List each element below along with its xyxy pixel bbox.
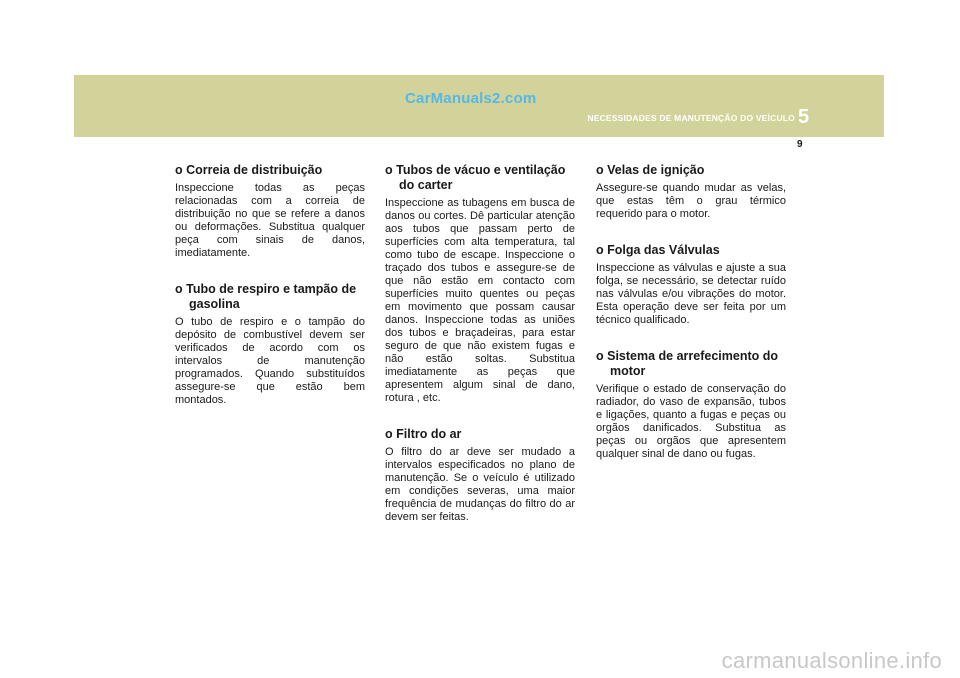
maintenance-item bbox=[596, 243, 786, 327]
item-text: Verifique o estado de conservação do radiador, do vaso de expansão, tubos e ligações, quanto a fugas e peças ou orgãos danificados. Substitua as peças ou orgãos que apresentem qualquer sinal de dano ou fugas. bbox=[596, 383, 786, 460]
column-2 bbox=[385, 163, 575, 546]
page-number: 9 bbox=[797, 139, 803, 150]
item-title: o Tubo de respiro e tampão de gasolina bbox=[175, 282, 357, 311]
item-text: Inspeccione as tubagens em busca de danos ou cortes. Dê particular atenção aos tubos que passam perto de superfícies com alta temperatura, tal como tubo de escape. Inspeccione o traçado dos tubos e assegure-se de que não estão em contacto com superfícies muito quentes ou peças em movimento que possam causar danos. Inspeccione todas as uniões dos tubos e braçadeiras, para estar seguro de que não existem fugas e não estão soltas. Substitua imediatamente as peças que apresentem algum sinal de dano, rotura , etc. bbox=[385, 197, 575, 404]
section-title: NECESSIDADES DE MANUTENÇÃO DO VEÍCULO bbox=[587, 113, 795, 123]
maintenance-item bbox=[385, 163, 575, 405]
item-title: o Velas de ignição bbox=[596, 163, 705, 177]
item-title: o Tubos de vácuo e ventilação do carter bbox=[385, 163, 566, 192]
column-3 bbox=[596, 163, 786, 483]
item-title: o Correia de distribuição bbox=[175, 163, 323, 177]
page-number-tab bbox=[774, 137, 848, 153]
footer-watermark: carmanualsonline.info bbox=[721, 648, 942, 673]
chapter-number: 5 bbox=[798, 106, 810, 128]
item-title: o Folga das Válvulas bbox=[596, 243, 720, 257]
item-title: o Sistema de arrefecimento do motor bbox=[596, 349, 779, 378]
column-1 bbox=[175, 163, 365, 429]
maintenance-item bbox=[175, 163, 365, 260]
maintenance-item bbox=[596, 349, 786, 461]
item-title: o Filtro do ar bbox=[385, 427, 462, 441]
item-text: Assegure-se quando mudar as velas, que estas têm o grau térmico requerido para o motor. bbox=[596, 182, 786, 220]
item-text: Inspeccione as válvulas e ajuste a sua folga, se necessário, se detectar ruído nas válvulas e/ou vibrações do motor. Esta operação deve ser feita por um técnico qualificado. bbox=[596, 262, 786, 326]
header-watermark: CarManuals2.com bbox=[405, 90, 537, 107]
item-text: Inspeccione todas as peças relacionadas com a correia de distribuição no que se refere a danos ou deformações. Substitua qualquer peça com sinais de danos, imediatamente. bbox=[175, 182, 365, 259]
item-text: O filtro do ar deve ser mudado a intervalos especificados no plano de manutenção. Se o veículo é utilizado em condições severas, uma maior frequência de mudanças do filtro do ar devem ser feitas. bbox=[385, 446, 575, 523]
maintenance-item bbox=[385, 427, 575, 524]
item-text: O tubo de respiro e o tampão do depósito de combustível devem ser verificados de acordo com os intervalos de manutenção programados. Quando substituídos assegure-se que estão bem montados. bbox=[175, 316, 365, 406]
maintenance-item bbox=[175, 282, 365, 407]
maintenance-item bbox=[596, 163, 786, 221]
